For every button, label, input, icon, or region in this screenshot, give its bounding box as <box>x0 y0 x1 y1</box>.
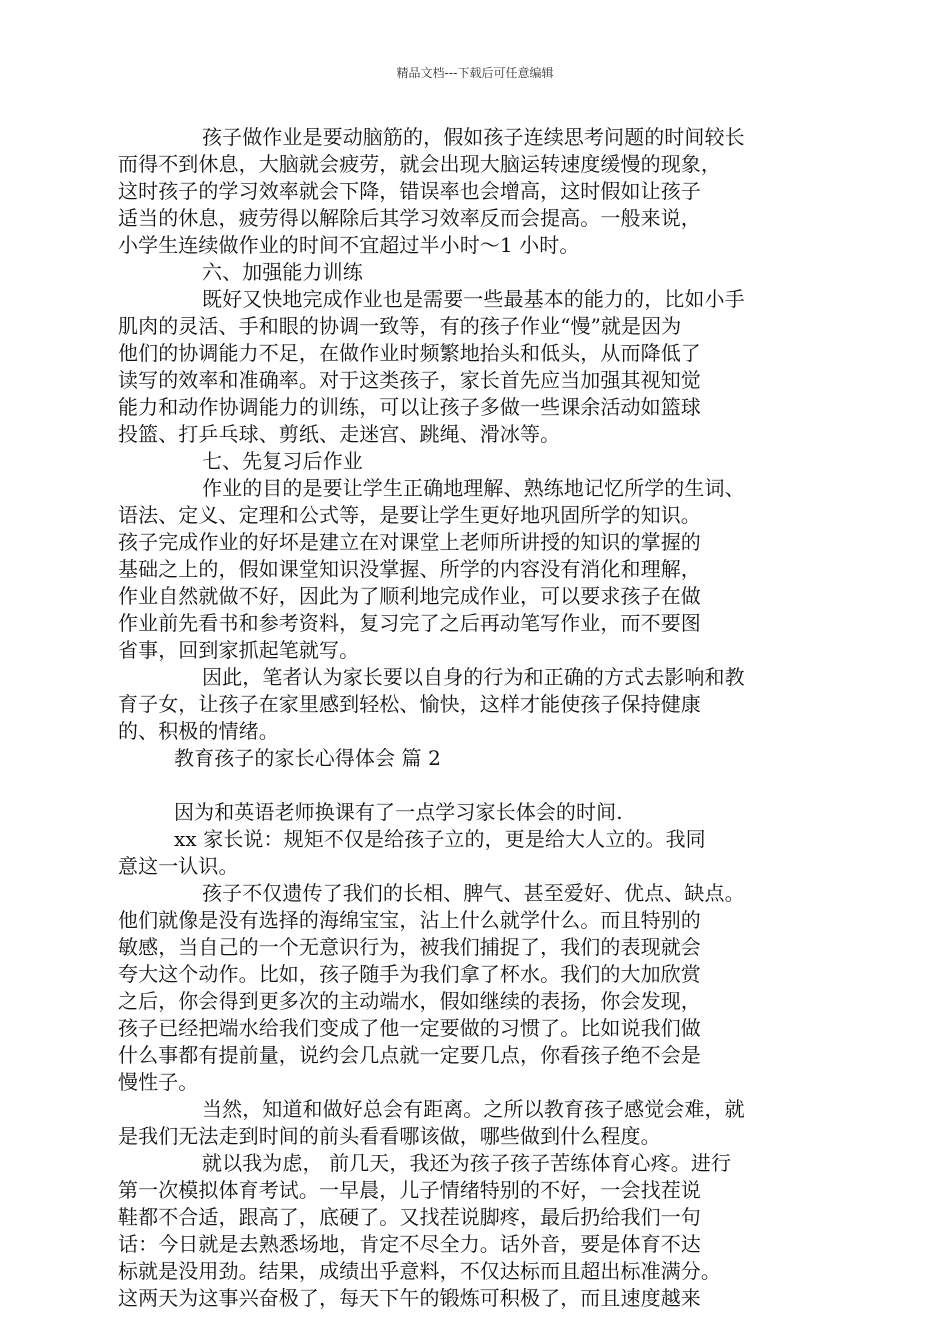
blank-line <box>118 772 832 799</box>
paragraph-line: 当然，知道和做好总会有距离。之所以教育孩子感觉会难，就 <box>202 1097 745 1121</box>
paragraph-line: 省事，回到家抓起笔就写。 <box>118 638 360 662</box>
section-heading: 六、加强能力训练 <box>202 260 363 284</box>
paragraph-line: 小学生连续做作业的时间不宜超过半小时～1 小时。 <box>118 233 580 257</box>
paragraph-line: 标就是没用劲。结果，成绩出乎意料，不仅达标而且超出标准满分。 <box>118 1259 721 1283</box>
paragraph-line: 作业的目的是要让学生正确地理解、熟练地记忆所学的生词、 <box>202 476 745 500</box>
paragraph-line: 之后，你会得到更多次的主动端水，假如继续的表扬，你会发现， <box>118 989 701 1013</box>
paragraph-line: 他们就像是没有选择的海绵宝宝，沾上什么就学什么。而且特别的 <box>118 908 701 932</box>
paragraph-line: 适当的休息，疲劳得以解除后其学习效率反而会提高。一般来说， <box>118 206 701 230</box>
paragraph-line: 他们的协调能力不足，在做作业时频繁地抬头和低头，从而降低了 <box>118 341 701 365</box>
paragraph-line: 这时孩子的学习效率就会下降，错误率也会增高，这时假如让孩子 <box>118 179 701 203</box>
paragraph-line: 鞋都不合适，跟高了，底硬了。又找茬说脚疼，最后扔给我们一句 <box>118 1205 701 1229</box>
paragraph-line: 这两天为这事兴奋极了，每天下午的锻炼可积极了，而且速度越来 <box>118 1286 701 1310</box>
paragraph-line: xx 家长说：规矩不仅是给孩子立的，更是给大人立的。我同 <box>174 827 706 851</box>
paragraph-line: 能力和动作协调能力的训练，可以让孩子多做一些课余活动如篮球 <box>118 395 701 419</box>
paragraph-line: 就以我为虑， 前几天，我还为孩子孩子苦练体育心疼。进行 <box>202 1151 732 1175</box>
paragraph-line: 孩子不仅遗传了我们的长相、脾气、甚至爱好、优点、缺点。 <box>202 881 745 905</box>
paragraph-line: 什么事都有提前量，说约会几点就一定要几点，你看孩子绝不会是 <box>118 1043 701 1067</box>
section-heading: 七、先复习后作业 <box>202 449 363 473</box>
paragraph-line: 作业自然就做不好，因此为了顺利地完成作业，可以要求孩子在做 <box>118 584 701 608</box>
paragraph-line: 孩子做作业是要动脑筋的，假如孩子连续思考问题的时间较长 <box>202 125 745 149</box>
paragraph-line: 慢性子。 <box>118 1070 199 1094</box>
paragraph-line: 育子女，让孩子在家里感到轻松、愉快，这样才能使孩子保持健康 <box>118 692 701 716</box>
document-body <box>118 124 832 1312</box>
paragraph-line: 作业前先看书和参考资料，复习完了之后再动笔写作业，而不要图 <box>118 611 701 635</box>
paragraph-line: 语法、定义、定理和公式等，是要让学生更好地巩固所学的知识。 <box>118 503 701 527</box>
paragraph-line: 夸大这个动作。比如，孩子随手为我们拿了杯水。我们的大加欣赏 <box>118 962 701 986</box>
paragraph-line: 的、积极的情绪。 <box>118 719 279 743</box>
paragraph-line: 孩子完成作业的好坏是建立在对课堂上老师所讲授的知识的掌握的 <box>118 530 701 554</box>
paragraph-line: 投篮、打乒乓球、剪纸、走迷宫、跳绳、滑冰等。 <box>118 422 561 446</box>
paragraph-line: 是我们无法走到时间的前头看看哪该做，哪些做到什么程度。 <box>118 1124 661 1148</box>
paragraph-line: 话：今日就是去熟悉场地，肯定不尽全力。话外音，要是体育不达 <box>118 1232 701 1256</box>
paragraph-line: 意这一认识。 <box>118 854 239 878</box>
paragraph-line: 既好又快地完成作业也是需要一些最基本的能力的，比如小手 <box>202 287 745 311</box>
paragraph-line: 因此，笔者认为家长要以自身的行为和正确的方式去影响和教 <box>202 665 745 689</box>
page-header: 精品文档---下载后可任意编辑 <box>396 66 554 80</box>
paragraph-line: 而得不到休息，大脑就会疲劳，就会出现大脑运转速度缓慢的现象， <box>118 152 721 176</box>
paragraph-line: 因为和英语老师换课有了一点学习家长体会的时间. <box>174 800 623 824</box>
paragraph-line: 第一次模拟体育考试。一早晨，儿子情绪特别的不好，一会找茬说 <box>118 1178 701 1202</box>
paragraph-line: 基础之上的，假如课堂知识没掌握、所学的内容没有消化和理解， <box>118 557 701 581</box>
paragraph-line: 孩子已经把端水给我们变成了他一定要做的习惯了。比如说我们做 <box>118 1016 701 1040</box>
paragraph-line: 敏感，当自己的一个无意识行为，被我们捕捉了，我们的表现就会 <box>118 935 701 959</box>
article-title: 教育孩子的家长心得体会 篇 2 <box>174 746 441 770</box>
paragraph-line: 肌肉的灵活、手和眼的协调一致等，有的孩子作业“慢”就是因为 <box>118 314 682 338</box>
paragraph-line: 读写的效率和准确率。对于这类孩子，家长首先应当加强其视知觉 <box>118 368 701 392</box>
